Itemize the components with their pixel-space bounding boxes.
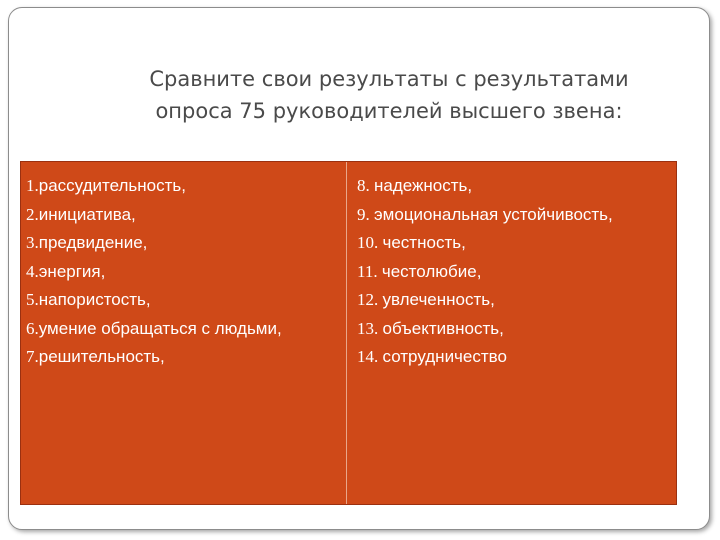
item-number: 2. [26, 204, 39, 224]
right-column [357, 172, 675, 504]
item-number: 7. [26, 347, 39, 366]
list-item [357, 229, 675, 258]
item-text: умение обращаться с людьми, [38, 318, 282, 338]
item-number: 5. [26, 290, 39, 309]
title-line-1: Сравните свои результаты с результатами [149, 67, 629, 91]
item-number: 3. [26, 233, 39, 252]
item-number: 1. [26, 176, 39, 195]
slide-title [69, 63, 709, 127]
item-number: 8. [357, 176, 374, 195]
list-item [26, 201, 351, 230]
item-text: рассудительность, [38, 176, 186, 195]
list-item [357, 286, 675, 315]
item-number: 4. [26, 261, 39, 281]
list-item [26, 343, 351, 372]
item-number: 6. [26, 318, 39, 338]
qualities-table [20, 161, 677, 505]
item-text: предвидение, [38, 233, 148, 252]
title-line-2: опроса 75 руководителей высшего звена: [155, 99, 623, 123]
item-text: надежность, [374, 176, 473, 195]
list-item [26, 315, 351, 344]
item-text: решительность, [38, 347, 165, 366]
item-text: эмоциональная устойчивость, [374, 204, 613, 224]
item-text: честность, [382, 233, 466, 252]
item-number: 12. [357, 290, 383, 309]
item-text: напористость, [38, 290, 151, 309]
item-text: энергия, [38, 261, 106, 281]
list-item [357, 343, 675, 372]
list-item [26, 172, 351, 201]
list-item [26, 258, 351, 287]
item-text: сотрудничество [382, 347, 507, 366]
list-item [357, 172, 675, 201]
item-number: 9. [357, 204, 374, 224]
list-item [26, 286, 351, 315]
item-text: инициатива, [38, 204, 136, 224]
left-column [26, 172, 351, 504]
list-item [357, 258, 675, 287]
list-item [26, 229, 351, 258]
item-text: честолюбие, [381, 261, 482, 281]
item-number: 10. [357, 233, 383, 252]
list-item [357, 201, 675, 230]
item-number: 11. [357, 261, 382, 281]
list-item [357, 315, 675, 344]
item-text: увлеченность, [382, 290, 495, 309]
item-text: объективность, [382, 318, 504, 338]
item-number: 14. [357, 347, 383, 366]
item-number: 13. [357, 318, 383, 338]
